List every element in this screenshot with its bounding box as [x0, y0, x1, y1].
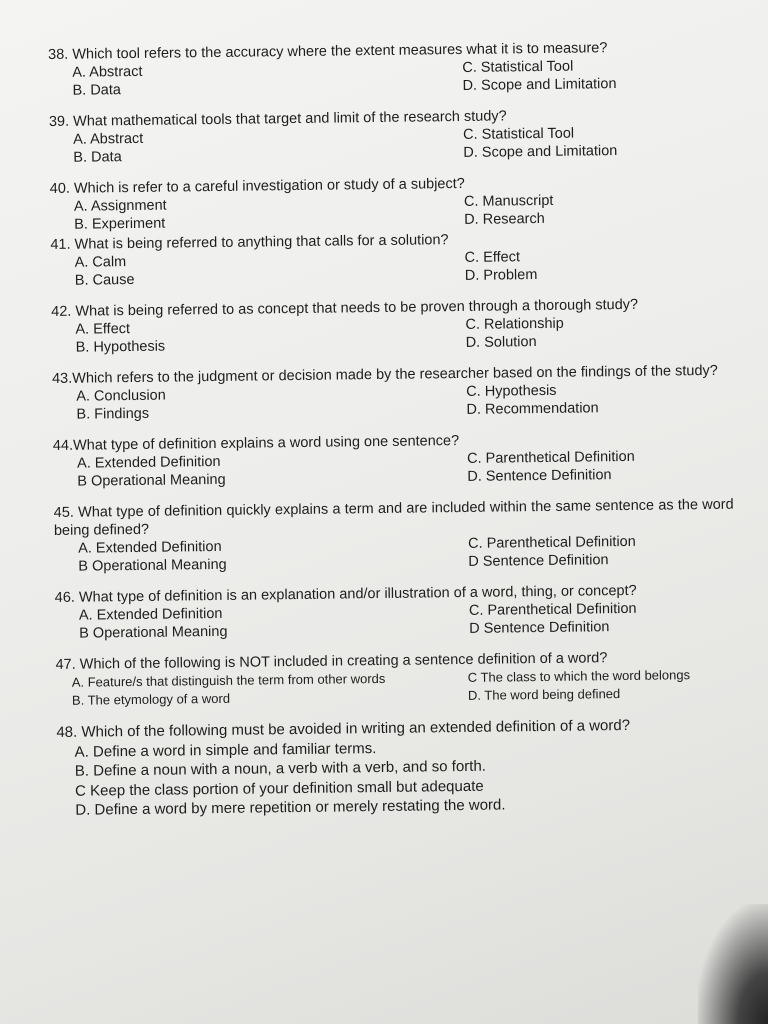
- option-d: D Sentence Definition: [468, 552, 609, 570]
- question-38: [48, 38, 729, 100]
- options: [78, 532, 734, 576]
- option-c: C. Parenthetical Definition: [468, 533, 636, 552]
- option-b: B. Data: [72, 82, 122, 99]
- option-a: A. Abstract: [73, 130, 144, 148]
- question-stem: 43.Which refers to the judgment or decision made by the researcher based on the findings of the study?: [51, 362, 718, 387]
- option-c: C Keep the class portion of your definition small but adequate: [74, 777, 484, 800]
- photo-shadow: [698, 904, 768, 1024]
- options: [79, 599, 735, 643]
- option-a: A. Abstract: [72, 63, 143, 81]
- question-48: [56, 715, 737, 821]
- option-a: A. Calm: [74, 254, 127, 271]
- question-43: [52, 362, 733, 424]
- option-b: B Operational Meaning: [79, 623, 228, 642]
- option-c: C. Manuscript: [463, 192, 554, 210]
- option-c: C. Parenthetical Definition: [466, 448, 635, 467]
- question-42: [51, 295, 732, 357]
- option-a: A. Extended Definition: [78, 538, 222, 557]
- options: [74, 190, 730, 234]
- option-c: C. Parenthetical Definition: [468, 600, 637, 619]
- option-d: D. Scope and Limitation: [463, 143, 618, 161]
- question-stem: 48. Which of the following must be avoided in writing an extended definition of a word?: [56, 716, 631, 741]
- question-40: [50, 172, 731, 234]
- question-stem: 38. Which tool refers to the accuracy where the extent measures what it is to measure?: [48, 40, 608, 63]
- option-c: C. Hypothesis: [466, 382, 557, 400]
- question-46: [55, 581, 736, 643]
- option-d: D. Solution: [465, 334, 537, 351]
- options: [72, 56, 728, 100]
- options: [73, 123, 729, 167]
- option-d: D. Scope and Limitation: [462, 76, 617, 94]
- question-44: [53, 429, 734, 491]
- option-a: A. Assignment: [73, 197, 167, 215]
- option-d: D. Problem: [464, 267, 538, 284]
- option-b: B. Findings: [76, 405, 150, 423]
- question-stem: 42. What is being referred to as concept that needs to be proven through a thorough study?: [51, 296, 639, 320]
- question-stem: 45. What type of definition quickly explains a term and are included within the same sentence as the word being defined?: [53, 496, 734, 539]
- question-stem: 47. Which of the following is NOT included in creating a sentence definition of a word?: [55, 650, 608, 673]
- question-stem: 41. What is being referred to anything that calls for a solution?: [50, 232, 449, 253]
- option-c: C. Statistical Tool: [462, 58, 574, 76]
- options: [72, 666, 736, 710]
- option-a: A. Define a word in simple and familiar terms.: [74, 739, 377, 761]
- option-d: D. Recommendation: [466, 400, 599, 418]
- option-d: D. Define a word by mere repetition or merely restating the word.: [75, 796, 506, 819]
- option-b: B Operational Meaning: [77, 471, 226, 490]
- options: [75, 734, 738, 820]
- option-b: B Operational Meaning: [78, 556, 227, 575]
- option-c: C. Effect: [464, 249, 521, 266]
- option-b: B. Define a noun with a noun, a verb with a verb, and so forth.: [74, 757, 487, 780]
- option-d: D. The word being defined: [467, 686, 621, 703]
- option-a: A. Effect: [75, 321, 131, 338]
- option-d: D Sentence Definition: [469, 619, 610, 637]
- question-stem: 40. Which is refer to a careful investigation or study of a subject?: [49, 175, 465, 197]
- option-a: A. Feature/s that distinguish the term from other words: [71, 670, 386, 690]
- options: [77, 447, 733, 491]
- options: [75, 246, 731, 290]
- question-stem: 44.What type of definition explains a word using one sentence?: [52, 433, 460, 454]
- question-stem: 46. What type of definition is an explanation and/or illustration of a word, thing, or concept?: [54, 582, 637, 606]
- question-47: [55, 648, 736, 710]
- option-b: B. The etymology of a word: [71, 690, 231, 708]
- option-b: B. Experiment: [74, 215, 166, 233]
- option-a: A. Conclusion: [76, 387, 166, 405]
- options: [76, 380, 732, 424]
- option-a: A. Extended Definition: [78, 605, 223, 624]
- option-b: B. Data: [73, 149, 122, 166]
- question-45: [54, 496, 735, 576]
- option-b: B. Hypothesis: [75, 338, 166, 356]
- options: [75, 313, 731, 357]
- option-c: C The class to which the word belongs: [467, 667, 691, 685]
- question-stem: 39. What mathematical tools that target and limit of the research study?: [48, 108, 507, 130]
- option-d: D. Sentence Definition: [467, 467, 612, 485]
- question-41: [50, 228, 731, 290]
- option-d: D. Research: [464, 210, 545, 228]
- question-39: [49, 105, 730, 167]
- option-c: C. Statistical Tool: [463, 125, 575, 143]
- option-c: C. Relationship: [465, 315, 564, 333]
- quiz-sheet: [48, 38, 738, 834]
- option-a: A. Extended Definition: [77, 453, 221, 472]
- option-b: B. Cause: [74, 271, 135, 289]
